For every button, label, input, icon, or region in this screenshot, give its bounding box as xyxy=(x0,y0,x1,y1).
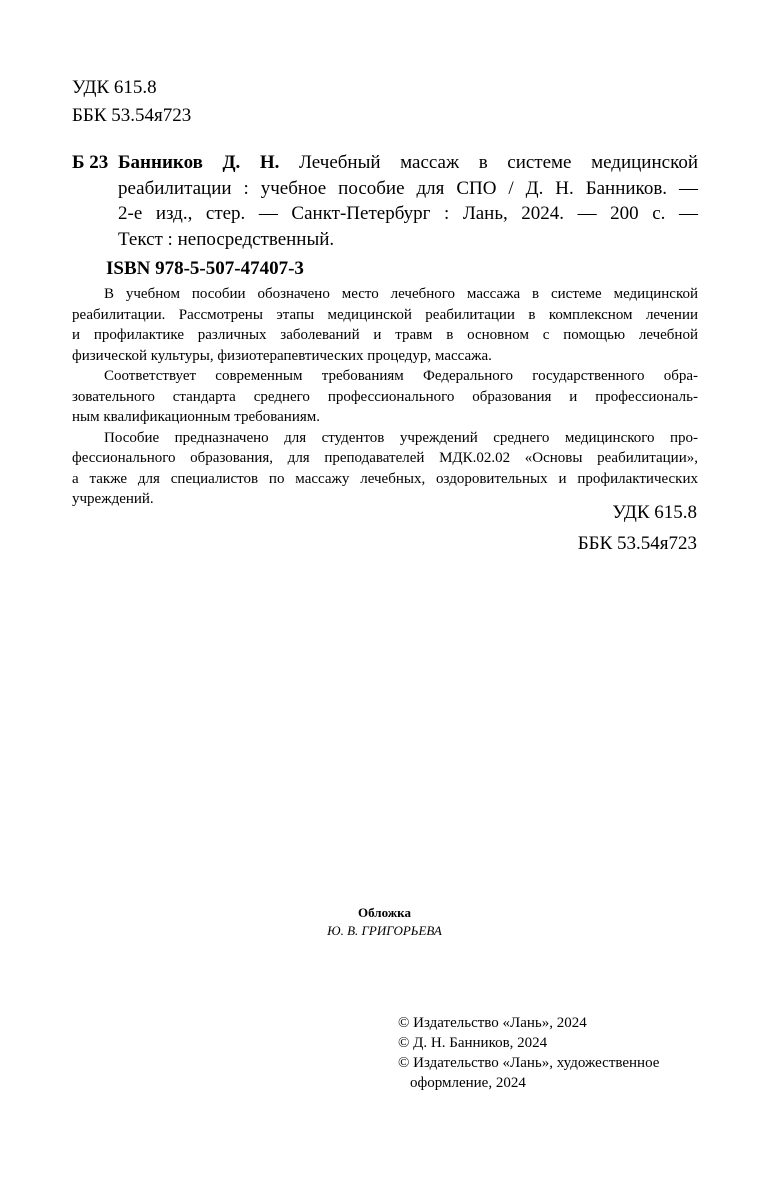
abstract-line: Пособие предназначено для студентов учреждений среднего медицинского про- xyxy=(104,429,698,446)
bibliographic-record xyxy=(72,150,698,252)
bibliographic-line-1 xyxy=(118,150,698,176)
abstract-line: зовательного стандарта среднего профессионального образования и профессиональ- xyxy=(72,388,698,405)
bibliographic-line-2: реабилитации : учебное пособие для СПО / Д. Н. Банников. — xyxy=(118,177,698,199)
copyright-line-2: © Д. Н. Банников, 2024 xyxy=(398,1035,548,1051)
bbk-code-bottom: ББК 53.54я723 xyxy=(577,533,697,554)
bibliographic-line-3: 2-е изд., стер. — Санкт-Петербург : Лань, 2024. — 200 с. — xyxy=(118,203,698,224)
abstract-line: В учебном пособии обозначено место лечебного массажа в системе медицинской xyxy=(104,286,698,302)
abstract-line: учреждений. xyxy=(72,491,154,507)
abstract-line: фессионального образования, для преподавателей МДК.02.02 «Основы реабилитации», xyxy=(72,450,698,466)
bibliographic-entry xyxy=(118,150,698,252)
abstract xyxy=(72,284,698,510)
bibliographic-line-4: Текст : непосредственный. xyxy=(118,228,335,250)
copyright-line-1: © Издательство «Лань», 2024 xyxy=(398,1015,587,1031)
copyright-block xyxy=(398,1013,659,1093)
author-name: Банников Д. Н. xyxy=(118,152,280,173)
abstract-line: Соответствует современным требованиям Федерального государственного обра- xyxy=(104,368,698,384)
isbn: ISBN 978-5-507-47407-3 xyxy=(106,258,304,279)
udk-code-top: УДК 615.8 xyxy=(72,77,157,98)
abstract-line: а также для специалистов по массажу лечебных, оздоровительных и профилактических xyxy=(72,470,698,487)
title-start: Лечебный массаж в системе медицинской xyxy=(299,152,699,173)
abstract-paragraph-3 xyxy=(72,428,698,510)
abstract-line: физической культуры, физиотерапевтических процедур, массажа. xyxy=(72,347,492,364)
abstract-line: ным квалификационным требованиям. xyxy=(72,409,320,425)
abstract-paragraph-2 xyxy=(72,366,698,428)
author-code: Б 23 xyxy=(72,152,109,173)
bbk-code-top: ББК 53.54я723 xyxy=(72,105,192,126)
cover-designer: Ю. В. ГРИГОРЬЕВА xyxy=(327,923,442,938)
abstract-line: реабилитации. Рассмотрены этапы медицинской реабилитации в комплексном лечении xyxy=(72,306,698,323)
copyright-line-3: © Издательство «Лань», художественное xyxy=(398,1055,660,1071)
copyright-line-3-continued: оформление, 2024 xyxy=(410,1075,526,1091)
abstract-line: и профилактике различных заболеваний и травм в основном с помощью лечебной xyxy=(72,327,698,343)
cover-label: Обложка xyxy=(358,905,411,920)
udk-code-bottom: УДК 615.8 xyxy=(612,502,697,523)
abstract-paragraph-1 xyxy=(72,284,698,366)
